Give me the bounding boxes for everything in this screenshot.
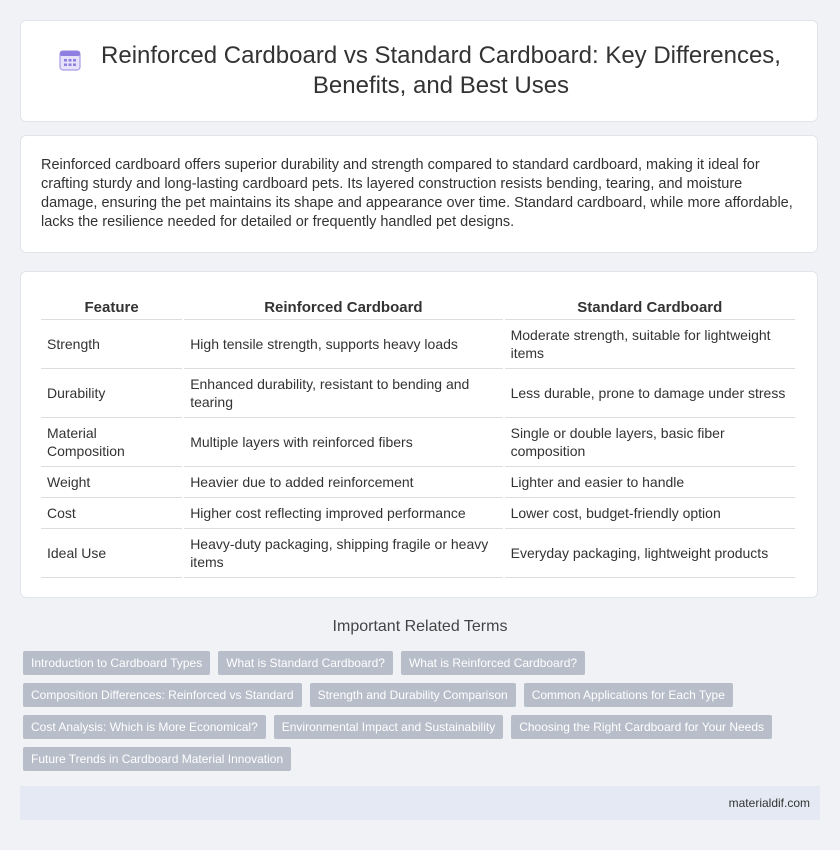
tag-link[interactable]: What is Reinforced Cardboard?: [401, 651, 585, 675]
table-row: [41, 320, 795, 369]
tag-link[interactable]: Environmental Impact and Sustainability: [274, 715, 503, 739]
table-row: [41, 369, 795, 418]
standard-cell: Lighter and easier to handle: [505, 467, 795, 498]
header-reinforced: Reinforced Cardboard: [184, 294, 502, 320]
title-line-2: Benefits, and Best Uses: [312, 72, 570, 99]
tag-link[interactable]: Introduction to Cardboard Types: [23, 651, 210, 675]
table-header-row: [41, 294, 795, 320]
feature-cell: Strength: [41, 320, 182, 369]
header-feature: Feature: [41, 294, 182, 320]
tag-link[interactable]: Future Trends in Cardboard Material Innovation: [23, 747, 291, 771]
reinforced-cell: Higher cost reflecting improved performance: [184, 498, 502, 529]
reinforced-cell: Heavier due to added reinforcement: [184, 467, 502, 498]
feature-cell: Weight: [41, 467, 182, 498]
site-name[interactable]: materialdif.com: [728, 796, 810, 810]
tag-row: [23, 747, 823, 771]
table-row: [41, 498, 795, 529]
standard-cell: Less durable, prone to damage under stress: [505, 369, 795, 418]
intro-card: [20, 135, 818, 253]
standard-cell: Lower cost, budget-friendly option: [505, 498, 795, 529]
header-standard: Standard Cardboard: [505, 294, 795, 320]
tag-link[interactable]: What is Standard Cardboard?: [218, 651, 393, 675]
title-line-1: Reinforced Cardboard vs Standard Cardboard: Key Differences,: [101, 42, 781, 69]
calendar-icon: [57, 47, 83, 73]
comparison-card: [20, 271, 818, 598]
related-terms-title: Important Related Terms: [332, 618, 508, 635]
table-row: [41, 467, 795, 498]
table-row: [41, 418, 795, 467]
reinforced-cell: Enhanced durability, resistant to bending and tearing: [184, 369, 502, 418]
comparison-table: [39, 294, 797, 578]
tag-row: [23, 715, 823, 739]
related-terms: [23, 651, 823, 779]
feature-cell: Ideal Use: [41, 529, 182, 578]
feature-cell: Durability: [41, 369, 182, 418]
reinforced-cell: High tensile strength, supports heavy loads: [184, 320, 502, 369]
reinforced-cell: Multiple layers with reinforced fibers: [184, 418, 502, 467]
tag-row: [23, 683, 823, 707]
page-title: [101, 41, 781, 101]
table-row: [41, 529, 795, 578]
tag-link[interactable]: Common Applications for Each Type: [524, 683, 733, 707]
feature-cell: Material Composition: [41, 418, 182, 467]
tag-link[interactable]: Choosing the Right Cardboard for Your Needs: [511, 715, 772, 739]
tag-link[interactable]: Composition Differences: Reinforced vs Standard: [23, 683, 302, 707]
standard-cell: Everyday packaging, lightweight products: [505, 529, 795, 578]
standard-cell: Single or double layers, basic fiber composition: [505, 418, 795, 467]
title-card: [20, 20, 818, 122]
feature-cell: Cost: [41, 498, 182, 529]
tag-link[interactable]: Cost Analysis: Which is More Economical?: [23, 715, 266, 739]
tag-link[interactable]: Strength and Durability Comparison: [310, 683, 516, 707]
reinforced-cell: Heavy-duty packaging, shipping fragile or heavy items: [184, 529, 502, 578]
footer: [20, 786, 820, 820]
standard-cell: Moderate strength, suitable for lightweight items: [505, 320, 795, 369]
intro-text: Reinforced cardboard offers superior durability and strength compared to standard cardboard, making it ideal for crafting sturdy and long-lasting cardboard pets. Its layered construction resists bending, tearing, and moisture damage, ensuring the pet maintains its shape and appearance over time. Standard cardboard, while more affordable, lacks the resilience needed for detailed or frequently handled pet designs.: [41, 157, 793, 230]
tag-row: [23, 651, 823, 675]
